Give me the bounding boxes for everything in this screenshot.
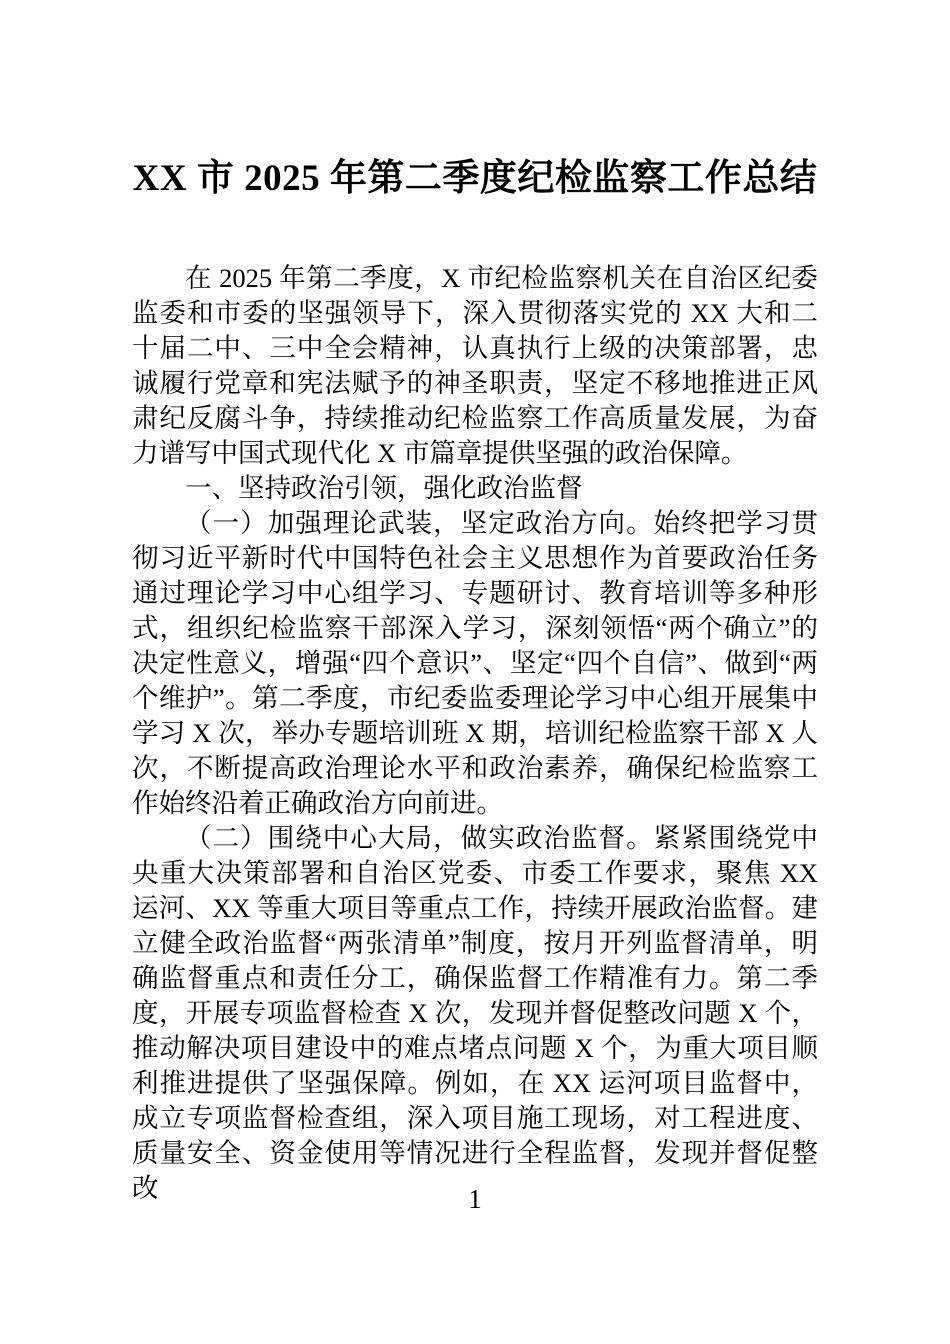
document-title: XX 市 2025 年第二季度纪检监察工作总结 [132,158,818,199]
paragraph-intro: 在 2025 年第二季度，X 市纪检监察机关在自治区纪委监委和市委的坚强领导下，深入贯彻落实党的 XX 大和二十届二中、三中全会精神，认真执行上级的决策部署，忠诚履行党章和宪法赋予的神圣职责，坚定不移地推进正风肃纪反腐斗争，持续推动纪检监察工作高质量发展，为奋力谱写中国式现代化 X 市篇章提供坚强的政治保障。 [132,263,818,468]
paragraph-section-1-1: （一）加强理论武装，坚定政治方向。始终把学习贯彻习近平新时代中国特色社会主义思想作为首要政治任务通过理论学习中心组学习、专题研讨、教育培训等多种形式，组织纪检监察干部深入学习，深刻领悟“两个确立”的决定性意义，增强“四个意识”、坚定“四个自信”、做到“两个维护”。第二季度，市纪委监委理论学习中心组开展集中学习 X 次，举办专题培训班 X 期，培训纪检监察干部 X 人次，不断提高政治理论水平和政治素养，确保纪检监察工作始终沿着正确政治方向前进。 [132,508,818,818]
paragraph-section-1-2: （二）围绕中心大局，做实政治监督。紧紧围绕党中央重大决策部署和自治区党委、市委工作要求，聚焦 XX 运河、XX 等重大项目等重点工作，持续开展政治监督。建立健全政治监督“两张清单”制度，按月开列监督清单，明确监督重点和责任分工，确保监督工作精准有力。第二季度，开展专项监督检查 X 次，发现并督促整改问题 X 个，推动解决项目建设中的难点堵点问题 X 个，为重大项目顺利推进提供了坚强保障。例如，在 XX 运河项目监督中，成立专项监督检查组，深入项目施工现场，对工程进度、质量安全、资金使用等情况进行全程监督，发现并督促整改 [132,823,818,1203]
page-number: 1 [468,1184,482,1214]
document-body [132,261,818,1206]
section-heading-1: 一、坚持政治引领，强化政治监督 [185,473,583,503]
